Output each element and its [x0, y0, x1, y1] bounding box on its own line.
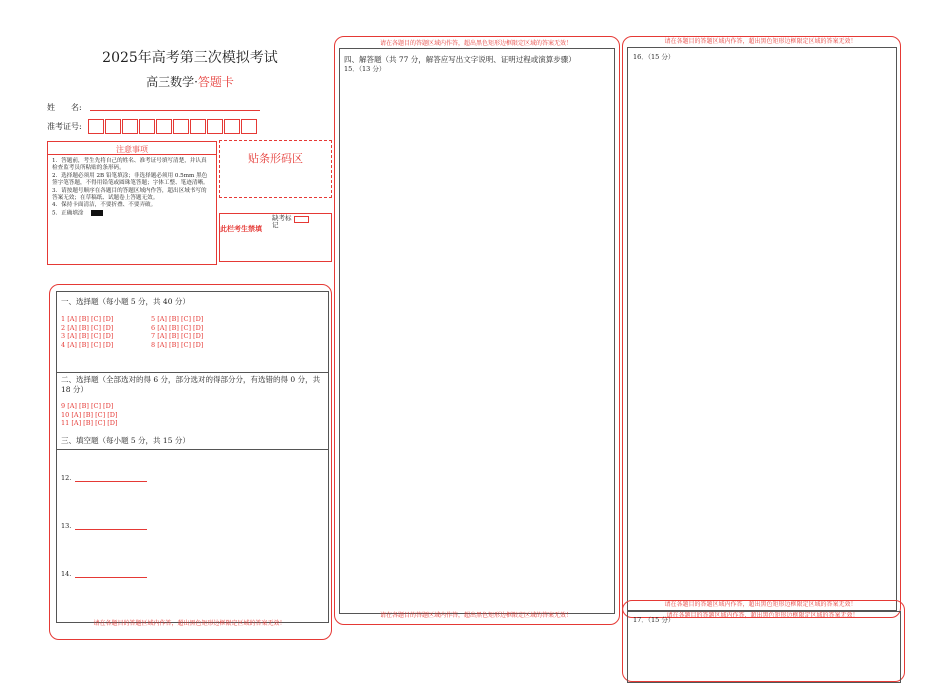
id-cell[interactable] — [173, 119, 189, 134]
notice-item-4: 4．保持卡面清洁，不要折叠、不要弄破。 — [52, 202, 157, 209]
section2-title: 二、选择题（全部选对的得 6 分，部分选对的得部分分，有选错的得 0 分，共 18 分） — [61, 375, 321, 394]
warning-right-bottom: 请在各题目的答题区域内作答，超出黑色矩形边框限定区域的答案无效！ — [664, 601, 857, 608]
warning-right-top: 请在各题目的答题区域内作答，超出黑色矩形边框限定区域的答案无效！ — [664, 38, 857, 45]
id-cell[interactable] — [190, 119, 206, 134]
mc-row-7[interactable]: 7 [A] [B] [C] [D] — [151, 332, 204, 340]
question-17-label: 17．（15 分） — [633, 616, 675, 624]
section-divider-1 — [57, 372, 328, 373]
mc-row-8[interactable]: 8 [A] [B] [C] [D] — [151, 340, 204, 349]
fill-item-12-number: 12. — [61, 474, 72, 482]
notice-list — [48, 155, 216, 218]
barcode-label: 贴条形码区 — [248, 152, 303, 165]
barcode-area — [219, 140, 332, 198]
absent-box — [219, 213, 332, 262]
id-label: 准考证号: — [47, 122, 82, 131]
mc-row-6[interactable]: 6 [A] [B] [C] [D] — [151, 323, 204, 332]
notice-item-1: 1．答题前，考生先将自己的姓名、准考证号填写清楚，并认真检查监考员所粘贴的条形码。 — [52, 158, 207, 172]
id-cell[interactable] — [105, 119, 121, 134]
subject-label: 高三数学· — [146, 75, 198, 89]
id-cell[interactable] — [224, 119, 240, 134]
notice-box — [47, 141, 217, 265]
notice-item-3: 3．请按题号顺序在各题目的答题区域内作答，超出区域书写的答案无效；在草稿纸、试题卷上答题无效。 — [52, 187, 207, 202]
question-16-label: 16．（15 分） — [633, 53, 675, 61]
fill-item-14-number: 14. — [61, 570, 72, 578]
fill-blank-12[interactable] — [75, 481, 147, 482]
warning-left: 请在各题目的答题区域内作答，超出黑色矩形边框限定区域的答案无效！ — [93, 620, 286, 627]
mc-row-1[interactable]: 1 [A] [B] [C] [D] — [61, 315, 114, 323]
question-15-label: 15．（13 分） — [344, 65, 386, 73]
id-cell[interactable] — [156, 119, 172, 134]
warning-middle-bottom: 请在各题目的答题区域内作答，超出黑色矩形边框限定区域的答案无效！ — [379, 612, 572, 619]
mc-row-4[interactable]: 4 [A] [B] [C] [D] — [61, 340, 114, 349]
section1-left-group — [61, 315, 113, 349]
id-cell[interactable] — [139, 119, 155, 134]
fill-item-13 — [61, 522, 147, 530]
fill-item-12 — [61, 474, 147, 482]
section-divider-2 — [57, 449, 328, 450]
mc-row-11[interactable]: 11 [A] [B] [C] [D] — [61, 419, 118, 427]
mc-row-9[interactable]: 9 [A] [B] [C] [D] — [61, 402, 114, 410]
section1-right-group — [151, 315, 203, 349]
mc-row-5[interactable]: 5 [A] [B] [C] [D] — [151, 315, 204, 323]
section4-frame[interactable] — [339, 48, 615, 614]
mc-row-3[interactable]: 3 [A] [B] [C] [D] — [61, 332, 114, 340]
warning-right-next: 请在各题目的答题区域内作答，超出黑色矩形边框限定区域的答案无效！ — [666, 612, 859, 619]
exam-title: 2025年高考第三次模拟考试 — [102, 50, 278, 66]
fill-blank-14[interactable] — [75, 577, 147, 578]
notice-item-5 — [52, 210, 210, 218]
mc-row-2[interactable]: 2 [A] [B] [C] [D] — [61, 323, 114, 332]
filled-sample-mark — [91, 210, 103, 216]
section2-group — [61, 402, 117, 428]
objective-frame — [56, 291, 329, 623]
fill-item-13-number: 13. — [61, 522, 72, 530]
name-label: 姓 名: — [47, 103, 82, 112]
subject-title — [90, 73, 290, 90]
question-16-frame[interactable] — [627, 47, 897, 611]
notice-item-5-label: 5．正确填涂 — [52, 210, 84, 217]
id-number-cells[interactable] — [88, 119, 258, 134]
absent-mark-box[interactable] — [294, 216, 309, 223]
notice-title: 注意事项 — [48, 142, 216, 155]
id-cell[interactable] — [207, 119, 223, 134]
section3-title: 三、填空题（每小题 5 分，共 15 分） — [61, 436, 190, 445]
name-line[interactable] — [90, 110, 260, 111]
answer-card-label: 答题卡 — [197, 75, 234, 89]
absent-mark-label: 缺考标记 — [272, 214, 292, 229]
question-17-frame[interactable] — [627, 611, 901, 683]
warning-middle-top: 请在各题目的答题区域内作答，超出黑色矩形边框限定区域的答案无效！ — [379, 40, 572, 47]
id-cell[interactable] — [88, 119, 104, 134]
id-cell[interactable] — [122, 119, 138, 134]
fill-item-14 — [61, 570, 147, 578]
section1-title: 一、选择题（每小题 5 分，共 40 分） — [61, 297, 190, 306]
fill-blank-13[interactable] — [75, 529, 147, 530]
mc-row-10[interactable]: 10 [A] [B] [C] [D] — [61, 410, 118, 419]
notice-item-2: 2．选择题必须用 2B 铅笔填涂；非选择题必须用 0.5mm 黑色签字笔答题，不得用铅笔或圆珠笔答题；字体工整、笔迹清晰。 — [52, 172, 209, 187]
id-cell[interactable] — [241, 119, 257, 134]
section4-title: 四、解答题（共 77 分，解答应写出文字说明、证明过程或演算步骤） — [344, 55, 576, 64]
absent-label: 此栏考生禁填 — [220, 224, 262, 233]
